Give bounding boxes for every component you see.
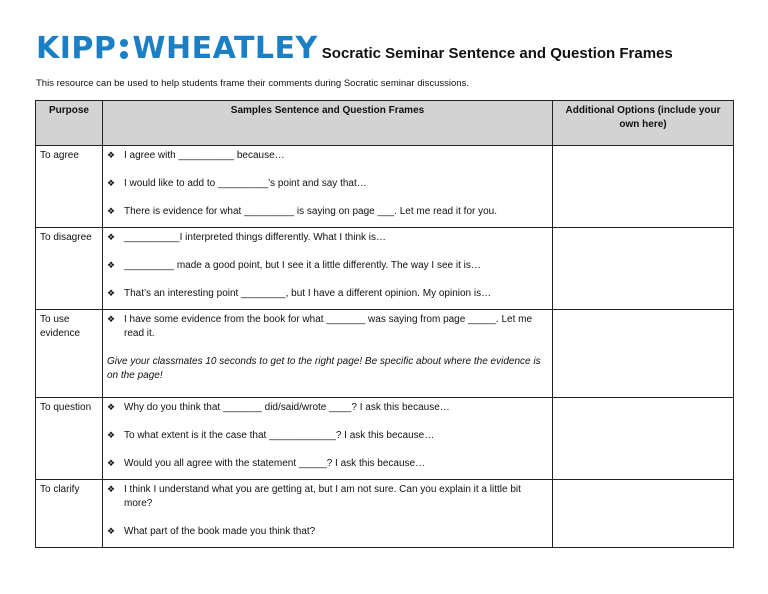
frame-text: I have some evidence from the book for what _______ was saying from page _____. Let me read it. <box>124 314 533 339</box>
frame-text: I would like to add to _________’s point and say that… <box>124 178 367 189</box>
logo-text-left: KIPP <box>36 31 117 66</box>
diamond-bullet-icon: ❖ <box>107 459 116 469</box>
list-item <box>107 259 548 273</box>
purpose-cell: To disagree <box>36 228 103 310</box>
kipp-wheatley-logo <box>36 31 318 66</box>
frame-text: I agree with __________ because… <box>124 150 285 161</box>
header-additional-options: Additional Options (include your own here) <box>553 101 734 146</box>
frames-cell <box>103 480 553 548</box>
additional-options-cell[interactable] <box>553 398 734 480</box>
frame-text: What part of the book made you think that? <box>124 526 316 537</box>
page-header <box>36 30 673 64</box>
diamond-bullet-icon: ❖ <box>107 207 116 217</box>
header-purpose: Purpose <box>36 101 103 146</box>
frame-text: _________ made a good point, but I see it a little differently. The way I see it is… <box>124 260 481 271</box>
frame-text: Why do you think that _______ did/said/wrote ____? I ask this because… <box>124 402 450 413</box>
table-header-row <box>36 101 734 146</box>
frame-text: That’s an interesting point ________, but I have a different opinion. My opinion is… <box>124 288 492 299</box>
diamond-bullet-icon: ❖ <box>107 261 116 271</box>
diamond-bullet-icon: ❖ <box>107 151 116 161</box>
frames-cell <box>103 228 553 310</box>
frame-text: There is evidence for what _________ is saying on page ___. Let me read it for you. <box>124 206 498 217</box>
logo-colon-icon <box>120 39 128 59</box>
table-row <box>36 310 734 398</box>
header-frames: Samples Sentence and Question Frames <box>103 101 553 146</box>
diamond-bullet-icon: ❖ <box>107 289 116 299</box>
diamond-bullet-icon: ❖ <box>107 403 116 413</box>
tip-note: Give your classmates 10 seconds to get to the right page! Be specific about where the evidence is on the page! <box>107 356 541 381</box>
intro-text: This resource can be used to help students frame their comments during Socratic seminar discussions. <box>36 78 469 89</box>
list-item <box>107 401 548 415</box>
list-item <box>107 287 548 301</box>
list-item <box>107 205 548 219</box>
frame-text: __________I interpreted things differently. What I think is… <box>124 232 387 243</box>
diamond-bullet-icon: ❖ <box>107 315 116 325</box>
list-item <box>107 483 548 511</box>
frame-text: Would you all agree with the statement _____? I ask this because… <box>124 458 426 469</box>
list-item <box>107 231 548 245</box>
list-item <box>107 525 548 539</box>
list-item <box>107 177 548 191</box>
frames-cell <box>103 310 553 398</box>
frames-table <box>35 100 734 548</box>
page-title: Socratic Seminar Sentence and Question Frames <box>321 45 673 62</box>
list-item <box>107 149 548 163</box>
list-item <box>107 429 548 443</box>
diamond-bullet-icon: ❖ <box>107 485 116 495</box>
table-row <box>36 228 734 310</box>
table-row <box>36 480 734 548</box>
frames-cell <box>103 146 553 228</box>
logo-text-right: WHEATLEY <box>132 31 318 66</box>
diamond-bullet-icon: ❖ <box>107 233 116 243</box>
additional-options-cell[interactable] <box>553 310 734 398</box>
table-row <box>36 398 734 480</box>
additional-options-cell[interactable] <box>553 228 734 310</box>
list-item <box>107 313 548 341</box>
additional-options-cell[interactable] <box>553 480 734 548</box>
diamond-bullet-icon: ❖ <box>107 431 116 441</box>
table-row <box>36 146 734 228</box>
frames-cell <box>103 398 553 480</box>
additional-options-cell[interactable] <box>553 146 734 228</box>
purpose-cell: To question <box>36 398 103 480</box>
diamond-bullet-icon: ❖ <box>107 527 116 537</box>
purpose-cell: To agree <box>36 146 103 228</box>
diamond-bullet-icon: ❖ <box>107 179 116 189</box>
purpose-cell: To use evidence <box>36 310 103 398</box>
purpose-cell: To clarify <box>36 480 103 548</box>
list-item <box>107 457 548 471</box>
frame-text: I think I understand what you are getting at, but I am not sure. Can you explain it a little bit more? <box>124 484 521 509</box>
frame-text: To what extent is it the case that ____________? I ask this because… <box>124 430 435 441</box>
